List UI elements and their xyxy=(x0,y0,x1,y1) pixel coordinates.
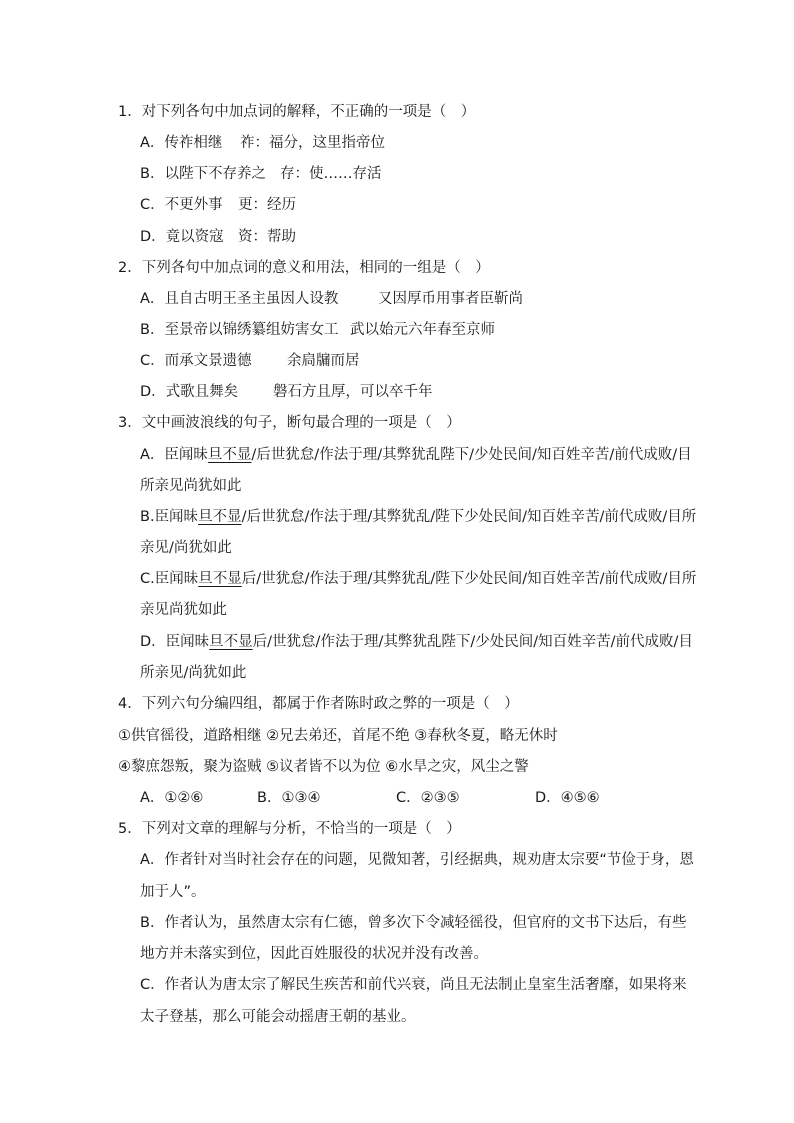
option-text-start: 臣闻昧 xyxy=(165,634,210,650)
question-3-option-a xyxy=(140,445,692,465)
question-3-stem: 3．文中画波浪线的句子，断句最合理的一项是（ ） xyxy=(118,415,461,431)
question-3-option-b xyxy=(140,507,696,527)
option-explanation: 更：经历 xyxy=(238,197,296,213)
option-label: B. xyxy=(140,509,155,525)
option-comparison: 武以始元六年春至京师 xyxy=(350,322,495,338)
question-3-option-c-continued: 亲见尚犹如此 xyxy=(140,602,227,618)
option-sentence: D．式歌且舞矣 xyxy=(140,384,239,400)
question-5-option-c: C．作者认为唐太宗了解民生疾苦和前代兴衰，尚且无法制止皇室生活奢靡，如果将来 xyxy=(140,977,687,993)
option-sentence: A．传祚相继 xyxy=(140,135,223,151)
question-3-option-d-continued: 所亲见/尚犹如此 xyxy=(140,665,247,681)
underlined-text: 旦不显 xyxy=(209,634,253,650)
question-4-choices xyxy=(140,788,620,808)
question-4-stem: 4．下列六句分编四组，都属于作者陈时政之弊的一项是（ ） xyxy=(118,696,519,712)
question-3-option-a-continued: 所亲见尚犹如此 xyxy=(140,478,242,494)
option-label: D． xyxy=(140,634,166,650)
option-sentence: B．以陛下不存养之 xyxy=(140,166,266,182)
option-text-start: 臣闻昧 xyxy=(154,509,199,525)
choice-b: B．①③④ xyxy=(257,790,321,806)
question-2-stem: 2．下列各句中加点词的意义和用法，相同的一组是（ ） xyxy=(118,260,490,276)
option-label: C. xyxy=(140,571,155,587)
option-comparison: 余扃牖而居 xyxy=(287,353,360,369)
option-sentence: D．竟以资寇 xyxy=(140,229,224,245)
option-sentence: A．且自古明王圣主虽因人设教 xyxy=(140,291,339,307)
underlined-text: 旦不显 xyxy=(207,447,252,463)
question-3-option-d xyxy=(140,632,693,652)
option-comparison: 磐石方且厚，可以卒千年 xyxy=(273,384,433,400)
option-explanation: 资：帮助 xyxy=(238,229,296,245)
question-4-items-line-1: ①供官徭役，道路相继 ②兄去弟还，首尾不绝 ③春秋冬夏，略无休时 xyxy=(118,728,558,744)
question-5-option-a-continued: 加于人”。 xyxy=(140,884,206,900)
option-comparison: 又因厚币用事者臣靳尚 xyxy=(378,291,523,307)
underlined-text: 旦不显 xyxy=(198,509,242,525)
question-1-stem: 1．对下列各句中加点词的解释，不正确的一项是（ ） xyxy=(118,104,476,120)
question-3-option-c xyxy=(140,569,696,589)
question-3-option-b-continued: 亲见/尚犹如此 xyxy=(140,540,232,556)
question-5-stem: 5．下列对文章的理解与分析，不恰当的一项是（ ） xyxy=(118,821,461,837)
option-label: A． xyxy=(140,447,165,463)
option-explanation: 存：使……存活 xyxy=(280,166,382,182)
option-text-rest: /后世犹怠/作法于理/其弊犹乱陛下/少处民间/知百姓辛苦/前代成败/目 xyxy=(251,447,692,463)
option-text-rest: 后/世犹怠/作法于理/其弊犹乱陛下/少处民间/知百姓辛苦/前代成败/目 xyxy=(252,634,693,650)
option-explanation: 祚：福分，这里指帝位 xyxy=(240,135,385,151)
option-text-start: 臣闻昧 xyxy=(154,571,199,587)
choice-a: A．①②⑥ xyxy=(140,790,204,806)
option-sentence: C．不更外事 xyxy=(140,197,223,213)
question-5-option-c-continued: 太子登基，那么可能会动摇唐王朝的基业。 xyxy=(140,1009,416,1025)
question-5-option-b-continued: 地方并未落实到位，因此百姓服役的状况并没有改善。 xyxy=(140,946,488,962)
option-text-rest: 后/世犹怠/作法于理/其弊犹乱/陛下少处民间/知百姓辛苦/前代成败/目所 xyxy=(241,571,697,587)
question-5-option-a: A．作者针对当时社会存在的问题，见微知著，引经据典，规劝唐太宗要“节俭于身，恩 xyxy=(140,852,694,868)
question-4-items-line-2: ④黎庶怨叛，聚为盗贼 ⑤议者皆不以为位 ⑥水旱之灾，风尘之警 xyxy=(118,759,529,775)
question-5-option-b: B．作者认为，虽然唐太宗有仁德，曾多次下令减轻徭役，但官府的文书下达后，有些 xyxy=(140,915,687,931)
underlined-text: 旦不显 xyxy=(198,571,242,587)
option-sentence: B．至景帝以锦绣纂组妨害女工 xyxy=(140,322,339,338)
choice-d: D．④⑤⑥ xyxy=(535,790,600,806)
option-text-start: 臣闻昧 xyxy=(164,447,208,463)
choice-c: C．②③⑤ xyxy=(396,790,460,806)
option-text-rest: /后世犹怠/作法于理/其弊犹乱/陛下少处民间/知百姓辛苦/前代成败/目所 xyxy=(241,509,697,525)
option-sentence: C．而承文景遗德 xyxy=(140,353,252,369)
